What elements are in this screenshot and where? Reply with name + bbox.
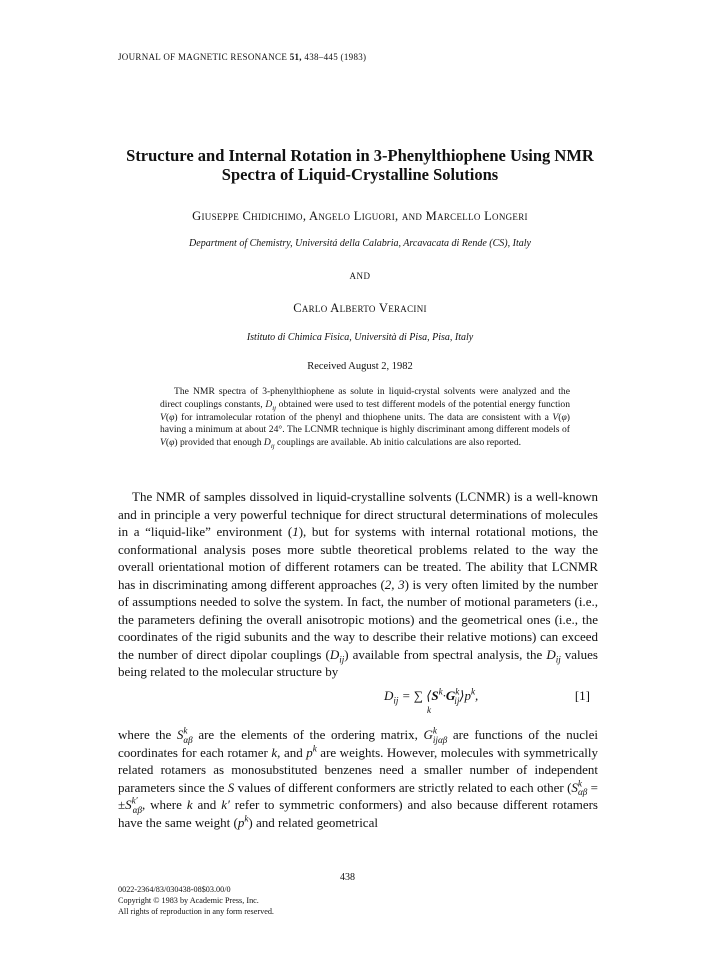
- author-group-1: Giuseppe Chidichimo, Angelo Liguori, and Marcello Longeri: [192, 209, 528, 223]
- journal-pages: 438–445 (1983): [304, 52, 367, 62]
- equation-number: [1]: [574, 688, 590, 703]
- title-line-1: Structure and Internal Rotation in 3-Phenylthiophene Using NMR: [126, 146, 594, 165]
- equation-formula: $D_{ij}$ = ∑ $⟨S^k\cdot G^k_{ij}⟩p^k$,: [384, 686, 479, 706]
- journal-volume: 51,: [289, 52, 302, 62]
- author-group-2: Carlo Alberto Veracini: [293, 301, 427, 315]
- body-text: where the: [118, 727, 177, 742]
- abstract-text: obtained were used to test different models of the potential energy function: [275, 398, 570, 410]
- title-line-2: Spectra of Liquid-Crystalline Solutions: [221, 165, 499, 184]
- body-text: , and: [277, 744, 307, 760]
- body-text: The NMR of samples dissolved in liquid-crystalline solvents (LCNMR) is a well-known and in principle a very powerful technique for direct structural determinations of molecules in a “liquid-like” environment (: [118, 489, 598, 539]
- citation: 2, 3: [384, 576, 405, 592]
- affiliation-1: Department of Chemistry, Universitá della Calabria, Arcavacata di Rende (CS), Italy: [189, 238, 531, 249]
- body-text: are functions of the nuclei coordinates for each rotamer: [118, 727, 598, 760]
- page-number: 438: [340, 872, 355, 883]
- body-text: ), but for systems with internal rotational motions, the conformational analysis poses more subtle theoretical problems related to the way the overall orientational motion of different rotamers can be treated. The ability that LCNMR has in discriminating among different approaches (: [118, 524, 598, 592]
- body-text: ) and related geometrical: [248, 814, 378, 830]
- body-text: values being related to the molecular structure by: [118, 646, 598, 679]
- article-title: [80, 146, 640, 184]
- abstract-text: for intramolecular rotation of the phenyl and thiophene units. The data are consistent with a: [177, 411, 553, 423]
- body-text: ) is very often limited by the number of assumptions needed to solve the system. In fact, the number of motional parameters (i.e., the parameters defining the overall anisotropic motions) and the geometrical ones (i.e., the coordinates of the rigid subunits and the way to describe their relative motions) can exceed the number of direct dipolar couplings (: [118, 576, 598, 662]
- body-text: are the elements of the ordering matrix,: [192, 727, 424, 742]
- footer-copyright: Copyright © 1983 by Academic Press, Inc.: [118, 896, 259, 905]
- citation: 1: [292, 524, 299, 539]
- abstract-text: having a minimum at about 24°. The LCNMR technique is highly discriminant among different models of: [160, 424, 570, 436]
- body-paragraph-2: where the $S^k_{\alpha\beta}$ are the elements of the ordering matrix, $G^k_{ij\alpha\beta}$ are functions of the nuclei coordinates for each rotamer k, and $p^k$ are weights. However, molecules with symmetrically related rotamers as monosubstituted benzenes need a smaller number of independent parameters since the S values of different conformers are strictly related to each other ($S^k_{\alpha\beta} = \pm S^{k'}_{\alpha\beta}$, where k and k′ refer to symmetric conformers) and also because different rotamers have the same weight $(p^k)$ and related geometrical: [118, 725, 599, 830]
- journal-name: JOURNAL OF MAGNETIC RESONANCE: [118, 52, 288, 62]
- body-text: are weights. However, molecules with symmetrically related rotamers as monosubstituted benzenes need a smaller number of independent parameters since the: [118, 744, 599, 795]
- received-date: Received August 2, 1982: [307, 361, 413, 372]
- copyright-footer: [118, 884, 274, 917]
- abstract-text: couplings are available. Ab initio calculations are also reported.: [274, 437, 522, 449]
- equation-sum-index: k: [427, 705, 431, 715]
- affiliation-2: Istituto di Chimica Fisica, Università di Pisa, Pisa, Italy: [246, 332, 474, 343]
- footer-code: 0022-2364/83/030438-08$03.00/0: [118, 885, 231, 894]
- journal-header: [118, 52, 366, 62]
- footer-rights: All rights of reproduction in any form reserved.: [118, 907, 274, 916]
- body-text: and: [192, 797, 222, 812]
- body-text: , where: [141, 797, 187, 812]
- abstract: The NMR spectra of 3-phenylthiophene as solute in liquid-crystal solvents were analyzed and the direct couplings constants, $D_{ij}$ obtained were used to test different models of the potential energy function V(φ) for intramolecular rotation of the phenyl and thiophene units. The data are consistent with a V(φ) having a minimum at about 24°. The LCNMR technique is highly discriminant among different models of V(φ) provided that enough $D_{ij}$ couplings are available. Ab initio calculations are also reported.: [160, 386, 570, 451]
- body-text: refer to symmetric conformers) and also because different rotamers have the same weight (: [118, 797, 598, 830]
- body-text: ) available from spectral analysis, the: [344, 646, 547, 662]
- author-separator: AND: [349, 271, 371, 281]
- body-text: values of different conformers are strictly related to each other (: [234, 779, 572, 795]
- equation-1: [118, 688, 598, 714]
- abstract-text: The NMR spectra of 3-phenylthiophene as solute in liquid-crystal solvents were analyzed and the direct couplings constants,: [160, 386, 570, 410]
- abstract-text: provided that enough: [177, 437, 264, 449]
- body-paragraph-1: The NMR of samples dissolved in liquid-crystalline solvents (LCNMR) is a well-known and in principle a very powerful technique for direct structural determinations of molecules in a “liquid-like” environment (1), but for systems with internal rotational motions, the conformational analysis poses more subtle theoretical problems related to the way the overall orientational motion of different rotamers can be treated. The ability that LCNMR has in discriminating among different approaches (2, 3) is very often limited by the number of assumptions needed to solve the system. In fact, the number of motional parameters (i.e., the parameters defining the overall anisotropic motions) and the geometrical ones (i.e., the coordinates of the rigid subunits and the way to describe their relative motions) can exceed the number of direct dipolar couplings $(D_{ij})$ available from spectral analysis, the $D_{ij}$ values being related to the molecular structure by: [118, 489, 598, 679]
